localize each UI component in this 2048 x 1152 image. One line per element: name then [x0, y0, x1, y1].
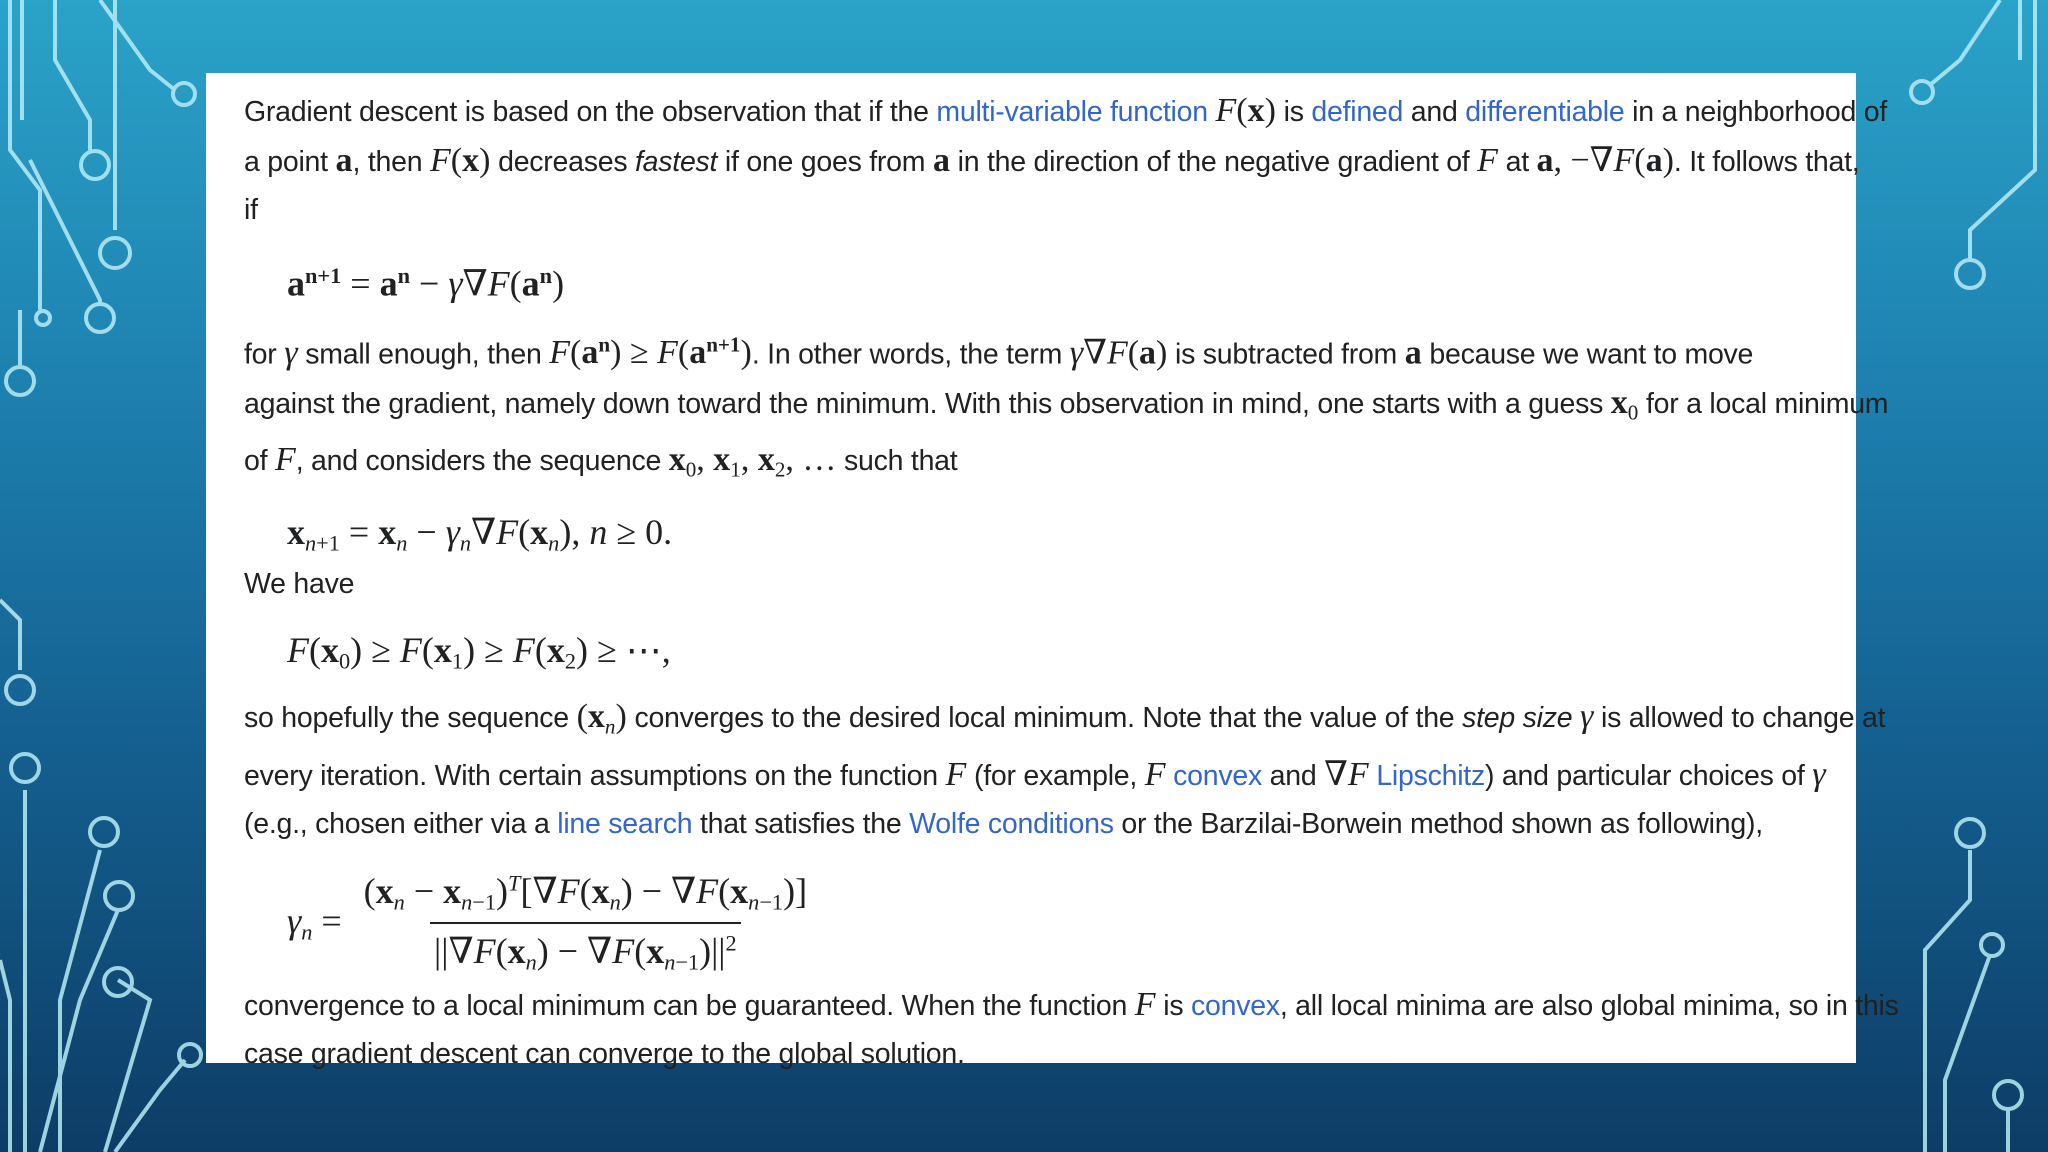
- text: so hopefully the sequence: [244, 701, 577, 734]
- text-fastest: fastest: [635, 145, 718, 178]
- text: in a neighborhood of: [1624, 96, 1888, 128]
- text: for a local minimum: [1638, 387, 1889, 420]
- text: of: [244, 445, 275, 478]
- text: convergence to a local minimum can be guaranteed. When the function: [244, 989, 1135, 1022]
- math-a: a: [335, 141, 353, 179]
- conclusion-paragraph: [244, 981, 1899, 1079]
- link-differentiable[interactable]: differentiable: [1465, 96, 1625, 128]
- fraction-denominator: $||\nabla F(x_n) - \nabla F(x_{n-1})||^2$: [430, 922, 741, 976]
- math-a: a: [1404, 334, 1422, 372]
- text: Gradient descent is based on the observation that if the: [244, 96, 937, 128]
- link-convex[interactable]: convex: [1191, 989, 1280, 1022]
- link-convex[interactable]: convex: [1173, 759, 1262, 792]
- math-inequality: $F(a^n) \ge F(a^{n+1})$: [549, 332, 752, 372]
- text: ) and particular choices of: [1484, 759, 1813, 792]
- text: , then: [352, 145, 430, 178]
- text: if: [244, 194, 258, 226]
- text: at: [1497, 145, 1537, 178]
- math-F: F: [1144, 755, 1166, 793]
- we-have-paragraph: [244, 560, 1830, 609]
- math-F: F: [945, 755, 967, 793]
- text: if one goes from: [717, 145, 933, 178]
- text: , all local minima are also global minima, so in this: [1279, 989, 1899, 1022]
- text: every iteration. With certain assumptions on the function: [244, 759, 946, 792]
- math-gamma: γ: [1812, 755, 1826, 793]
- text: small enough, then: [297, 338, 550, 371]
- text: decreases: [490, 145, 636, 178]
- text: converges to the desired local minimum. Note that the value of the: [626, 701, 1463, 734]
- math-seq-xn: $(x_n)$: [576, 697, 627, 739]
- math-gradF: ∇F: [1324, 755, 1369, 793]
- math-gamma-gradient: γ∇F(a): [1069, 334, 1168, 372]
- link-lipschitz[interactable]: Lipschitz: [1376, 759, 1485, 792]
- math-F: F: [1134, 985, 1156, 1023]
- text: because we want to move: [1421, 338, 1754, 371]
- text: a point: [244, 145, 336, 178]
- math-Fx: F(x): [429, 141, 491, 179]
- link-wolfe-conditions[interactable]: Wolfe conditions: [909, 808, 1114, 841]
- link-defined[interactable]: defined: [1311, 96, 1404, 128]
- text: such that: [836, 445, 958, 478]
- math-gamma: γ: [284, 334, 298, 372]
- equation-update-rule: $a^{n+1} = a^n - \gamma\nabla F(a^n)$: [287, 262, 565, 303]
- math-a-neg-gradient: a, −∇F(a): [1536, 141, 1674, 179]
- intro-paragraph: [244, 87, 1888, 235]
- text: is allowed to change at: [1593, 701, 1886, 734]
- math-x0: $x_0$: [1610, 383, 1639, 424]
- text: or the Barzilai-Borwein method shown as following),: [1113, 808, 1763, 841]
- math-Fx: F(x): [1215, 92, 1276, 129]
- fraction: [360, 870, 811, 975]
- text: . In other words, the term: [751, 338, 1070, 371]
- text: against the gradient, namely down toward the minimum. With this observation in mind, one starts with a guess: [244, 387, 1611, 420]
- link-multi-variable-function[interactable]: multi-variable function: [936, 96, 1208, 128]
- math-F: F: [274, 441, 296, 479]
- text: (for example,: [966, 759, 1145, 792]
- text: We have: [244, 568, 355, 601]
- text: case gradient descent can converge to the global solution.: [244, 1038, 965, 1071]
- equation-barzilai-borwein: $\gamma_n$ = $\frac{(x_n - x_{n-1})^T[\nabla F(x_n) - \nabla F(x_{n-1})]}{||\nabla F(x_n) - \nabla F(x_{n-1})||^2}$: [287, 865, 1830, 981]
- text: is: [1155, 989, 1191, 1022]
- math-sequence: $x_0$, $x_1$, $x_2$, …: [668, 441, 837, 482]
- math-F: F: [1477, 141, 1498, 179]
- math-a: a: [932, 141, 950, 179]
- content-panel: [206, 73, 1899, 1071]
- text: is subtracted from: [1167, 338, 1405, 371]
- fraction-numerator: $(x_n - x_{n-1})^T[\nabla F(x_n) - \nabla F(x_{n-1})]$: [363, 870, 808, 915]
- equation-monotone: $F(x_0) \ge F(x_1) \ge F(x_2)$ ≥ ⋯,: [287, 629, 671, 674]
- text: is: [1275, 96, 1312, 128]
- text: . It follows that,: [1673, 145, 1860, 178]
- text: (e.g., chosen either via a: [244, 808, 558, 841]
- text: and: [1403, 96, 1466, 128]
- convergence-paragraph: [244, 693, 1886, 849]
- equation-iteration: $x_{n+1} = x_n - \gamma_n\nabla F(x_n)$, n ≥ 0.: [287, 512, 673, 556]
- text-step-size: step size: [1462, 701, 1573, 734]
- step-size-paragraph: [244, 321, 1889, 495]
- text: for: [244, 338, 285, 371]
- text: , and considers the sequence: [295, 445, 669, 478]
- text: in the direction of the negative gradient of: [949, 145, 1478, 178]
- link-line-search[interactable]: line search: [557, 808, 693, 841]
- math-gamma: γ: [1579, 697, 1594, 735]
- text: and: [1261, 759, 1325, 792]
- text: that satisfies the: [692, 808, 910, 841]
